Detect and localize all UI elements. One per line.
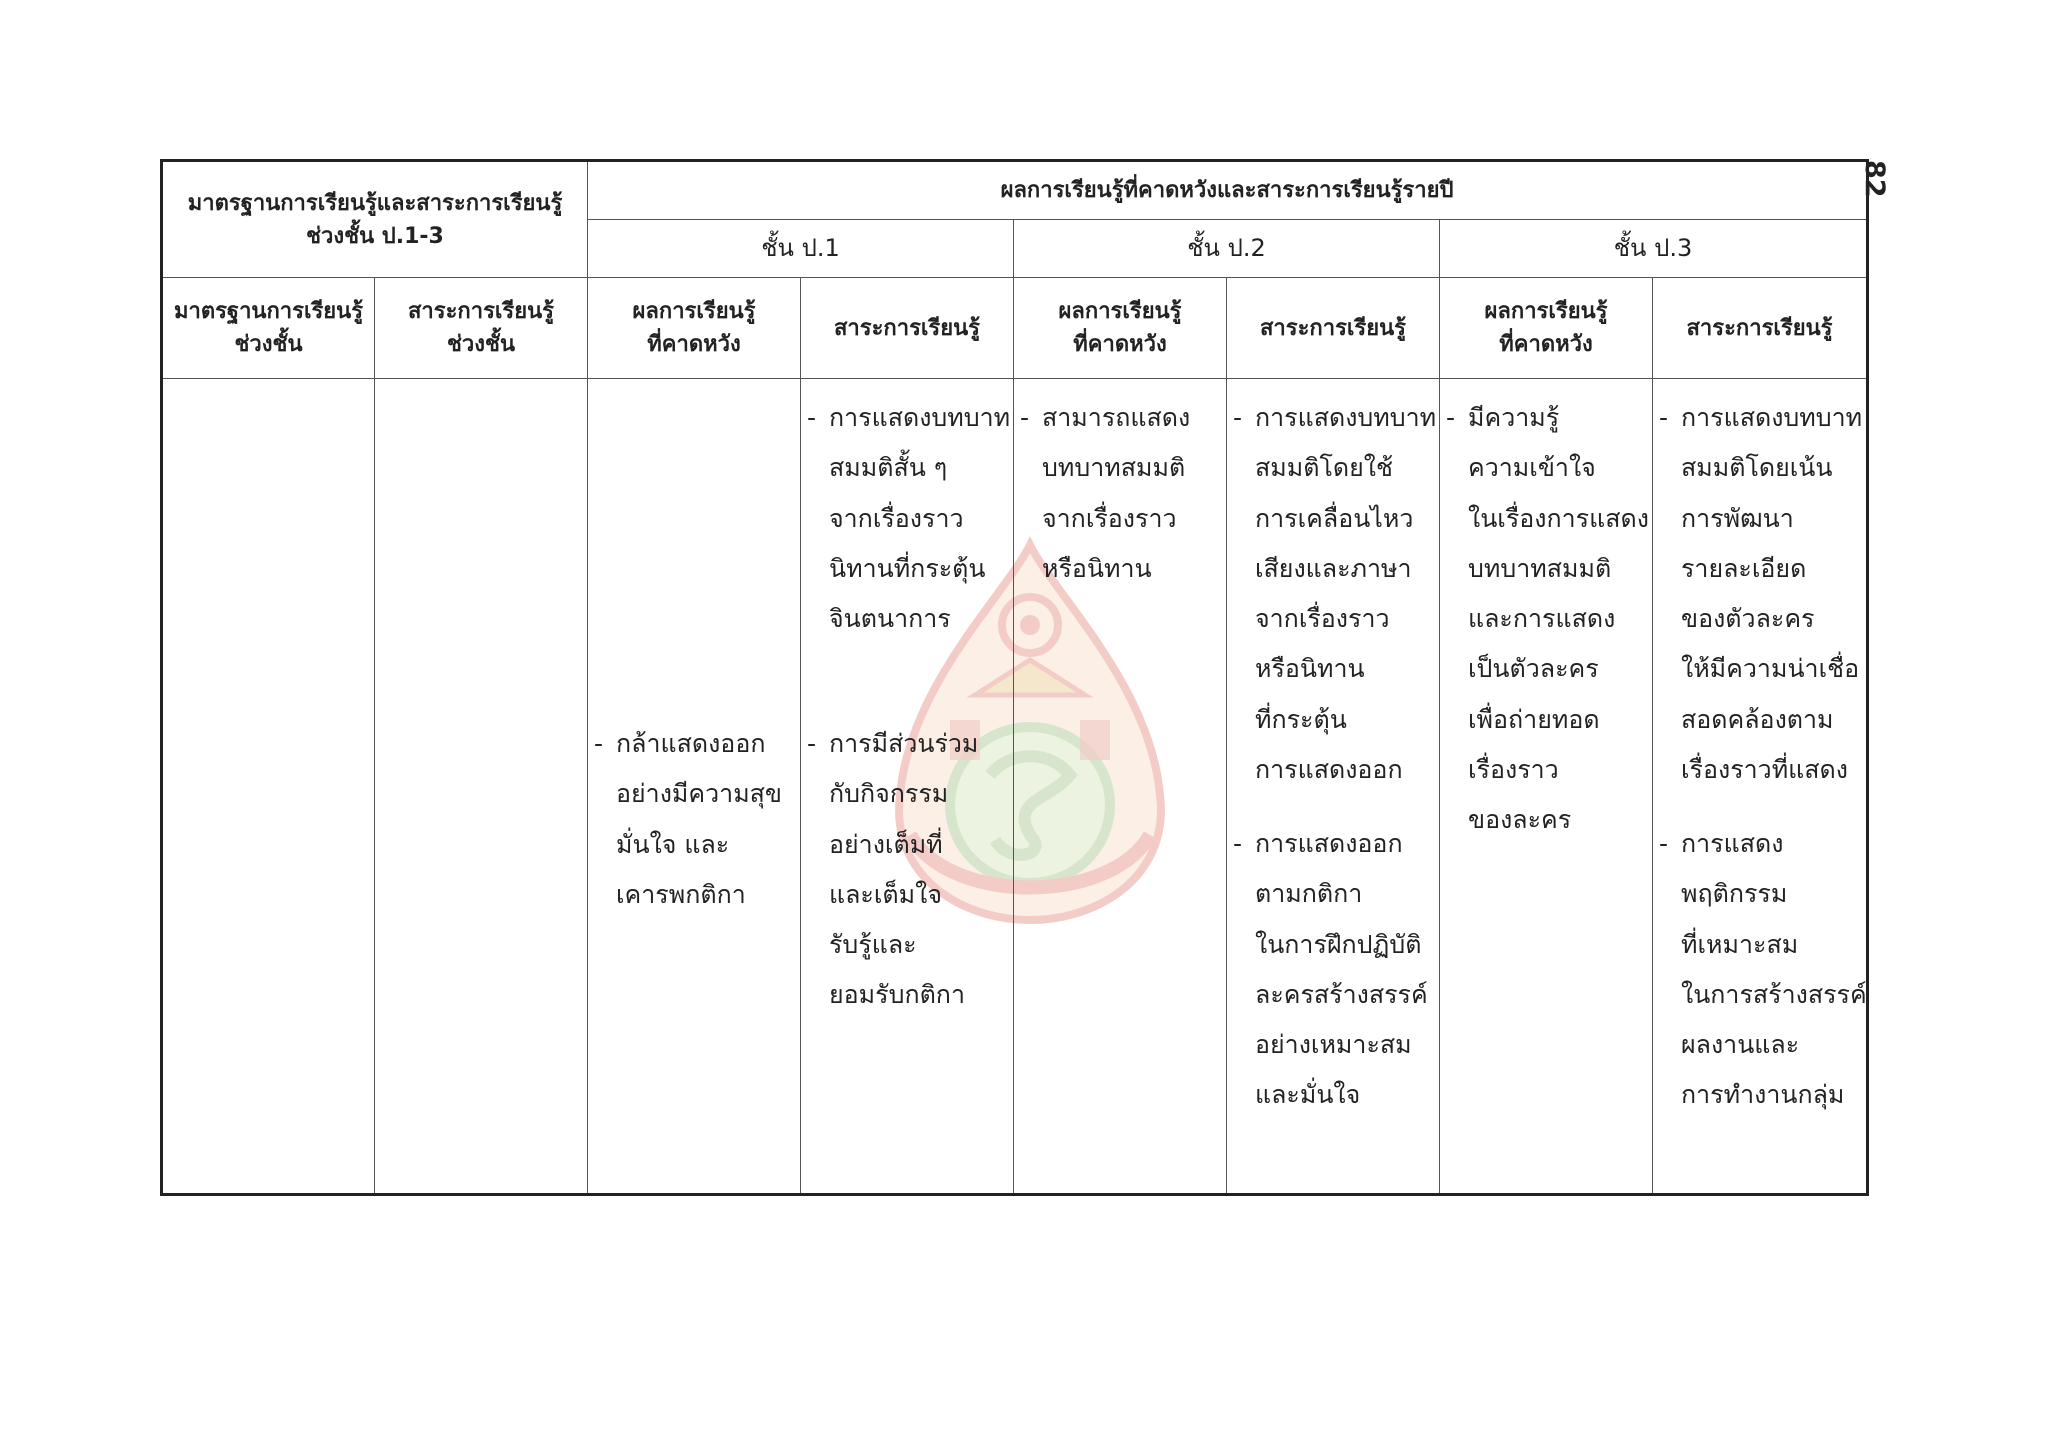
text-line: ในเรื่องการแสดง — [1468, 503, 1649, 533]
bullet-dash: - — [594, 729, 604, 758]
text-line: และเต็มใจ — [829, 879, 942, 909]
text-line: การแสดง — [1681, 829, 1784, 858]
list-item — [807, 719, 1009, 1021]
text-line: ที่เหมาะสม — [1681, 929, 1799, 959]
text-line: ของละคร — [1468, 805, 1572, 835]
col-standard-range — [162, 278, 375, 379]
header-standards-line-1: มาตรฐานการเรียนรู้และสาระการเรียนรู้ — [187, 190, 563, 216]
bullet-dash: - — [1020, 403, 1030, 432]
text-line: สมมติสั้น ๆ — [829, 453, 948, 483]
text-line: เสียงและภาษา — [1255, 553, 1412, 583]
text-line: รับรู้และ — [829, 930, 917, 960]
text-line: การแสดงออก — [1255, 829, 1403, 858]
text-line: ผลงานและ — [1681, 1030, 1800, 1060]
bullet-dash: - — [1659, 829, 1669, 858]
header-grade-1: ชั้น ป.1 — [588, 220, 1014, 278]
text-line: สามารถแสดง — [1042, 403, 1191, 432]
text-line: ยอมรับกติกา — [829, 980, 965, 1010]
text-line: การพัฒนา — [1681, 503, 1794, 533]
text-line: เคารพกติกา — [616, 879, 746, 909]
col-content-range — [375, 278, 588, 379]
page-number: 82 — [1859, 160, 1890, 198]
text-line: จินตนาการ — [829, 604, 951, 634]
text-line: หรือนิทาน — [1255, 654, 1365, 684]
bullet-dash: - — [1446, 403, 1456, 432]
text-line: อย่างเต็มที่ — [829, 829, 943, 859]
cell-p1-content — [801, 379, 1014, 1195]
col-p2-outcome-line-2: ที่คาดหวัง — [1073, 332, 1167, 357]
header-grade-3: ชั้น ป.3 — [1440, 220, 1868, 278]
cell-p2-content — [1227, 379, 1440, 1195]
cell-p3-outcome — [1440, 379, 1653, 1195]
text-line: ตามกติกา — [1255, 879, 1363, 909]
text-line: ของตัวละคร — [1681, 604, 1815, 634]
col-p3-content: สาระการเรียนรู้ — [1653, 278, 1868, 379]
bullet-dash: - — [1233, 403, 1243, 432]
col-p2-content: สาระการเรียนรู้ — [1227, 278, 1440, 379]
text-line: จากเรื่องราว — [829, 503, 964, 533]
text-line: บทบาทสมมติ — [1468, 553, 1612, 583]
list-item — [1659, 819, 1867, 1121]
col-content-range-line-1: สาระการเรียนรู้ — [408, 299, 554, 324]
text-line: จากเรื่องราว — [1042, 503, 1177, 533]
bullet-dash: - — [1233, 829, 1243, 858]
text-line: ความเข้าใจ — [1468, 453, 1596, 483]
text-line: และมั่นใจ — [1255, 1080, 1361, 1110]
list-item — [1659, 393, 1862, 795]
text-line: มั่นใจ และ — [616, 829, 730, 859]
col-p1-content: สาระการเรียนรู้ — [801, 278, 1014, 379]
text-line: อย่างเหมาะสม — [1255, 1030, 1412, 1060]
bullet-dash: - — [807, 729, 817, 758]
text-line: สอดคล้องตาม — [1681, 704, 1834, 734]
cell-standard-range — [162, 379, 375, 1195]
text-line: การแสดงบทบาท — [1255, 403, 1437, 432]
cell-p2-outcome — [1014, 379, 1227, 1195]
col-p3-outcome-line-2: ที่คาดหวัง — [1499, 332, 1593, 357]
bullet-dash: - — [807, 403, 817, 432]
col-p3-outcome — [1440, 278, 1653, 379]
col-content-range-line-2: ช่วงชั้น — [447, 332, 515, 357]
curriculum-table — [160, 159, 1869, 1196]
text-line: ในการสร้างสรรค์ — [1681, 979, 1867, 1009]
text-line: การแสดงออก — [1255, 755, 1403, 785]
col-standard-line-2: ช่วงชั้น — [234, 332, 303, 357]
text-line: การแสดงบทบาท — [829, 403, 1011, 432]
cell-content-range — [375, 379, 588, 1195]
text-line: กับกิจกรรม — [829, 779, 949, 809]
text-line: บทบาทสมมติ — [1042, 453, 1186, 483]
text-line: ในการฝึกปฏิบัติ — [1255, 929, 1422, 959]
list-item — [807, 393, 1009, 644]
col-p2-outcome-line-1: ผลการเรียนรู้ — [1058, 299, 1182, 324]
text-line: การทำงานกลุ่ม — [1681, 1080, 1845, 1110]
text-line: เรื่องราวที่แสดง — [1681, 755, 1848, 785]
text-line: ละครสร้างสรรค์ — [1255, 979, 1428, 1009]
header-grade-2: ชั้น ป.2 — [1014, 220, 1440, 278]
text-line: ที่กระตุ้น — [1255, 704, 1347, 734]
text-line: เพื่อถ่ายทอด — [1468, 704, 1600, 734]
bullet-dash: - — [1659, 403, 1669, 432]
text-line: จากเรื่องราว — [1255, 604, 1390, 634]
text-line: อย่างมีความสุข — [616, 779, 783, 809]
text-line: การแสดงบทบาท — [1681, 403, 1863, 432]
list-item — [1233, 393, 1435, 795]
col-p3-outcome-line-1: ผลการเรียนรู้ — [1484, 299, 1608, 324]
col-standard-line-1: มาตรฐานการเรียนรู้ — [173, 299, 364, 324]
text-line: หรือนิทาน — [1042, 553, 1152, 583]
col-p1-outcome-line-1: ผลการเรียนรู้ — [632, 299, 756, 324]
cell-p3-content — [1653, 379, 1868, 1195]
text-line: รายละเอียด — [1681, 553, 1807, 583]
text-line: นิทานที่กระตุ้น — [829, 553, 986, 583]
text-line: และการแสดง — [1468, 604, 1616, 634]
text-line: สมมติโดยใช้ — [1255, 453, 1393, 483]
text-line: การเคลื่อนไหว — [1255, 503, 1414, 533]
header-standards-line-2: ช่วงชั้น ป.1-3 — [306, 223, 444, 249]
col-p1-outcome — [588, 278, 801, 379]
text-line: การมีส่วนร่วม — [829, 729, 979, 758]
text-line: เป็นตัวละคร — [1468, 654, 1599, 684]
cell-p1-outcome — [588, 379, 801, 1195]
list-item — [594, 719, 796, 920]
header-yearly-outcomes: ผลการเรียนรู้ที่คาดหวังและสาระการเรียนรู้รายปี — [588, 161, 1868, 220]
col-p1-outcome-line-2: ที่คาดหวัง — [647, 332, 741, 357]
header-standards-group — [162, 161, 588, 278]
text-line: พฤติกรรม — [1681, 879, 1788, 909]
list-item — [1020, 393, 1222, 594]
text-line: ให้มีความน่าเชื่อ — [1681, 654, 1860, 684]
text-line: มีความรู้ — [1468, 403, 1560, 432]
list-item — [1446, 393, 1648, 846]
text-line: เรื่องราว — [1468, 755, 1559, 785]
list-item — [1233, 819, 1435, 1121]
text-line: สมมติโดยเน้น — [1681, 453, 1833, 483]
text-line: กล้าแสดงออก — [616, 729, 766, 758]
col-p2-outcome — [1014, 278, 1227, 379]
